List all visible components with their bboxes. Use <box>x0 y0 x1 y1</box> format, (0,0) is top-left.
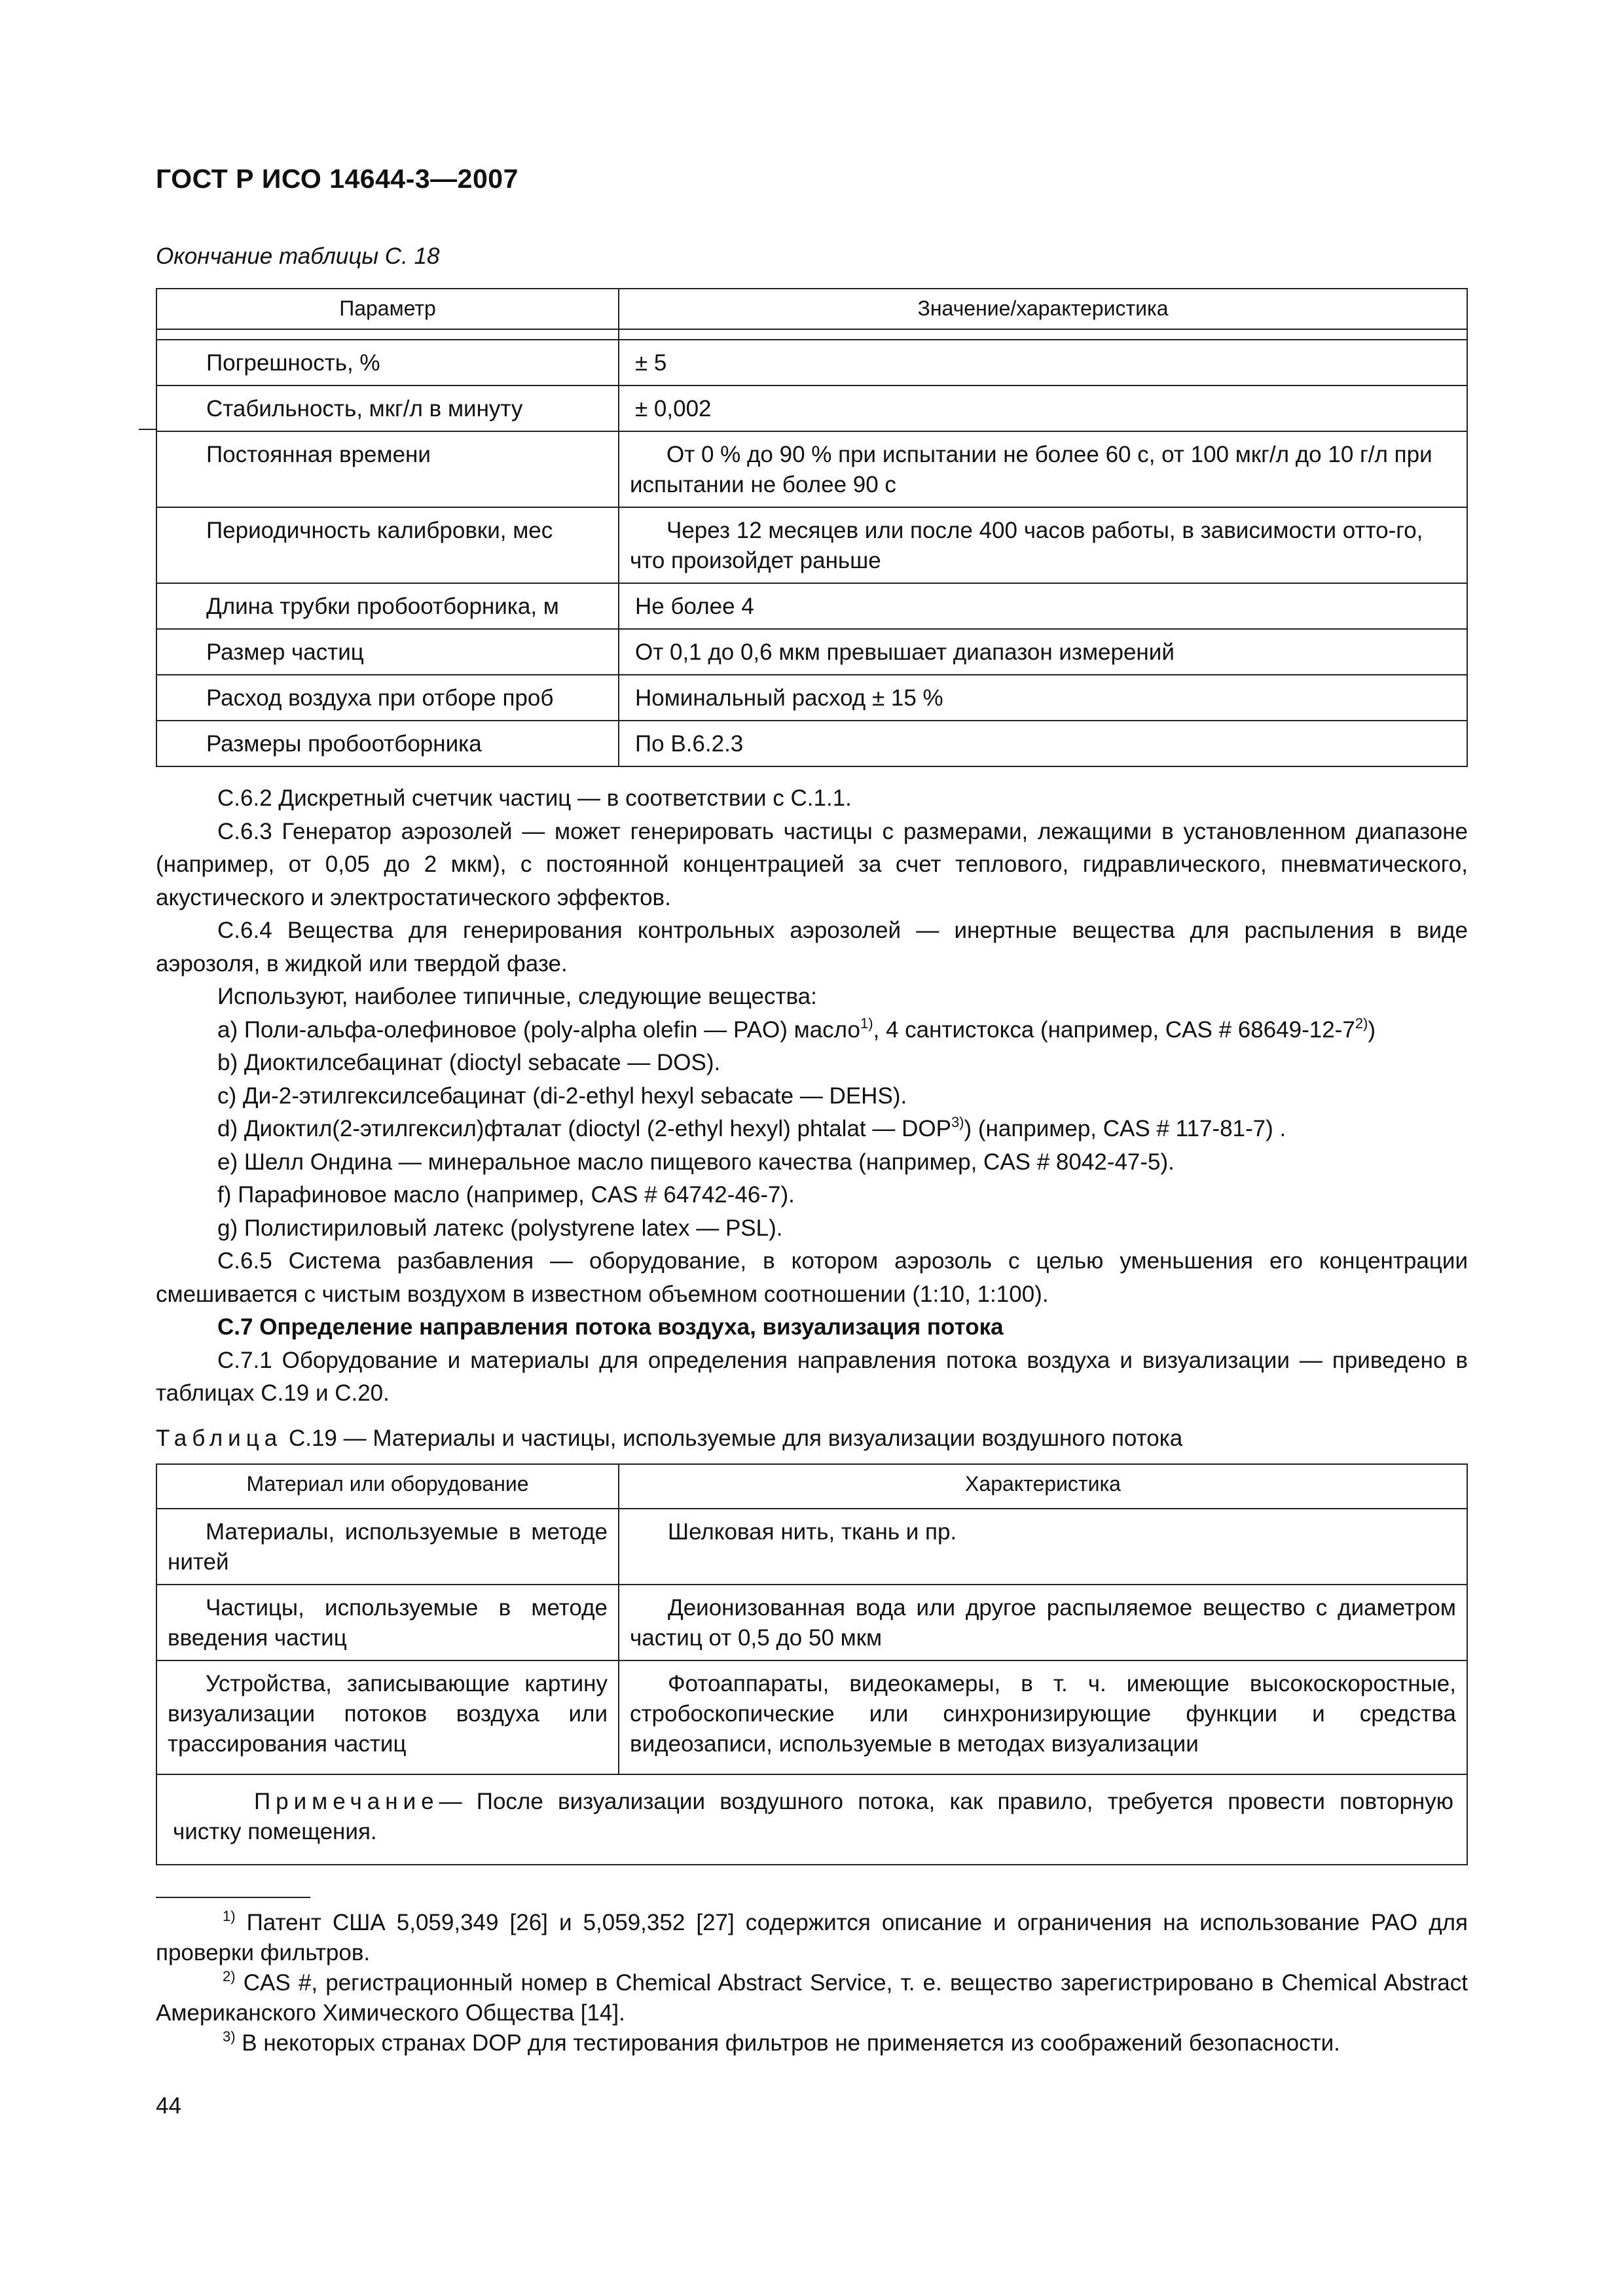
table-row <box>156 386 1467 431</box>
list-item-c: c) Ди-2-этилгексилсебацинат (di-2-ethyl hexyl sebacate — DEHS). <box>217 1083 907 1109</box>
list-item-f: f) Парафиновое масло (например, CAS # 64742-46-7). <box>217 1182 795 1208</box>
value-cell: От 0 % до 90 % при испытании не более 60 с, от 100 мкг/л до 10 г/л при испытании не более 90 с <box>619 431 1467 507</box>
table-row <box>156 507 1467 583</box>
table-row <box>156 675 1467 721</box>
list-item-g: g) Полистириловый латекс (polystyrene latex — PSL). <box>217 1215 783 1241</box>
footnote-ref-3: 3) <box>951 1114 964 1130</box>
table-note-row <box>156 1774 1467 1865</box>
value-cell: ± 5 <box>619 340 1467 386</box>
param-cell: Длина трубки пробоотборника, м <box>156 583 619 629</box>
value-cell: От 0,1 до 0,6 мкм превышает диапазон измерений <box>619 629 1467 675</box>
list-item-e: e) Шелл Ондина — минеральное масло пищевого качества (например, CAS # 8042-47-5). <box>217 1149 1175 1175</box>
value-cell: ± 0,002 <box>619 386 1467 431</box>
standard-header: ГОСТ Р ИСО 14644-3—2007 <box>156 164 519 194</box>
param-cell: Размер частиц <box>156 629 619 675</box>
list-item-b: b) Диоктилсебацинат (dioctyl sebacate — DOS). <box>217 1050 721 1075</box>
value-cell: Деионизованная вода или другое распыляемое вещество с диаметром частиц от 0,5 до 50 мкм <box>619 1585 1467 1660</box>
table-row <box>156 1585 1467 1660</box>
paragraph-c62: С.6.2 Дискретный счетчик частиц — в соответствии с С.1.1. <box>217 785 852 811</box>
table-row <box>156 721 1467 766</box>
footnote-2: $^{2)}$ CAS #, регистрационный номер в Chemical Abstract Service, т. е. вещество зарегистрировано в Chemical Abstract Американского Химического Общества [14]. <box>156 1968 1468 2026</box>
footnote-1: $^{1)}$ Патент США 5,059,349 [26] и 5,059,352 [27] содержится описание и ограничения на использование PAO для проверки фильтров. <box>156 1908 1468 1965</box>
footnotes <box>156 1908 1468 2058</box>
table-row <box>156 431 1467 507</box>
param-cell: Частицы, используемые в методе введения частиц <box>156 1585 619 1660</box>
parameters-table <box>156 288 1468 767</box>
table-row <box>156 583 1467 629</box>
list-item-d: d) Диоктил(2-этилгексил)фталат (dioctyl (2-ethyl hexyl) phtalat — DOP$^{3)}$) (например, CAS # 117-81-7) . <box>217 1114 1286 1141</box>
column-header-parameter: Параметр <box>156 289 619 329</box>
column-header-material: Материал или оборудование <box>156 1464 619 1509</box>
table-continuation-caption: Окончание таблицы С. 18 <box>156 243 440 269</box>
footnote-separator <box>156 1897 310 1898</box>
param-cell: Устройства, записывающие картину визуализации потоков воздуха или трассирования частиц <box>156 1660 619 1774</box>
value-cell: Шелковая нить, ткань и пр. <box>619 1509 1467 1585</box>
table-header-row <box>156 289 1467 329</box>
value-cell: Не более 4 <box>619 583 1467 629</box>
param-cell: Погрешность, % <box>156 340 619 386</box>
table-row <box>156 1660 1467 1774</box>
param-cell: Стабильность, мкг/л в минуту <box>156 386 619 431</box>
body-text <box>156 782 1468 1410</box>
table-note: Примечание— После визуализации воздушного потока, как правило, требуется провести повторную чистку помещения. <box>156 1774 1467 1865</box>
table-caption: Таблица С.19 — Материалы и частицы, используемые для визуализации воздушного потока <box>156 1426 1183 1451</box>
table-row <box>156 629 1467 675</box>
footnote-ref-1: 1) <box>860 1014 873 1031</box>
paragraph-c63: С.6.3 Генератор аэрозолей — может генерировать частицы с размерами, лежащими в установленном диапазоне (например, от 0,05 до 2 мкм), с постоянной концентрацией за счет теплового, гидравлического, пневматического, акустического и электростатического эффектов. <box>156 818 1468 910</box>
list-item-a: a) Поли-альфа-олефиновое (poly-alpha olefin — PAO) масло$^{1)}$, 4 сантистокса (например, CAS # 68649-12-7$^{2)}$) <box>217 1014 1376 1043</box>
value-cell: Через 12 месяцев или после 400 часов работы, в зависимости отто-го, что произойдет раньше <box>619 507 1467 583</box>
footnote-3: $^{3)}$ В некоторых странах DOP для тестирования фильтров не применяется из соображений безопасности. <box>223 2028 1340 2056</box>
paragraph-intro-list: Используют, наиболее типичные, следующие вещества: <box>217 984 817 1009</box>
paragraph-c65: С.6.5 Система разбавления — оборудование, в котором аэрозоль с целью уменьшения его концентрации смешивается с чистым воздухом в известном объемном соотношении (1:10, 1:100). <box>156 1248 1468 1307</box>
param-cell: Размеры пробоотборника <box>156 721 619 766</box>
page-number: 44 <box>156 2093 181 2119</box>
paragraph-c64: С.6.4 Вещества для генерирования контрольных аэрозолей — инертные вещества для распыления в виде аэрозоля, в жидкой или твердой фазе. <box>156 918 1468 977</box>
paragraph-c71: С.7.1 Оборудование и материалы для определения направления потока воздуха и визуализации — приведено в таблицах С.19 и С.20. <box>156 1347 1468 1406</box>
margin-mark <box>139 429 157 430</box>
footnote-ref-2: 2) <box>1355 1014 1368 1031</box>
section-heading-c7: С.7 Определение направления потока воздуха, визуализация потока <box>217 1314 1004 1340</box>
table-row <box>156 340 1467 386</box>
column-header-characteristic: Характеристика <box>619 1464 1467 1509</box>
value-cell: По В.6.2.3 <box>619 721 1467 766</box>
param-cell: Периодичность калибровки, мес <box>156 507 619 583</box>
table-header-row <box>156 1464 1467 1509</box>
column-header-value: Значение/характеристика <box>619 289 1467 329</box>
value-cell: Номинальный расход ± 15 % <box>619 675 1467 721</box>
visualization-materials-table <box>156 1463 1468 1865</box>
value-cell: Фотоаппараты, видеокамеры, в т. ч. имеющие высокоскоростные, стробоскопические или синхронизирующие функции и средства видеозаписи, используемые в методах визуализации <box>619 1660 1467 1774</box>
param-cell: Постоянная времени <box>156 431 619 507</box>
table-row <box>156 1509 1467 1585</box>
param-cell: Расход воздуха при отборе проб <box>156 675 619 721</box>
param-cell: Материалы, используемые в методе нитей <box>156 1509 619 1585</box>
